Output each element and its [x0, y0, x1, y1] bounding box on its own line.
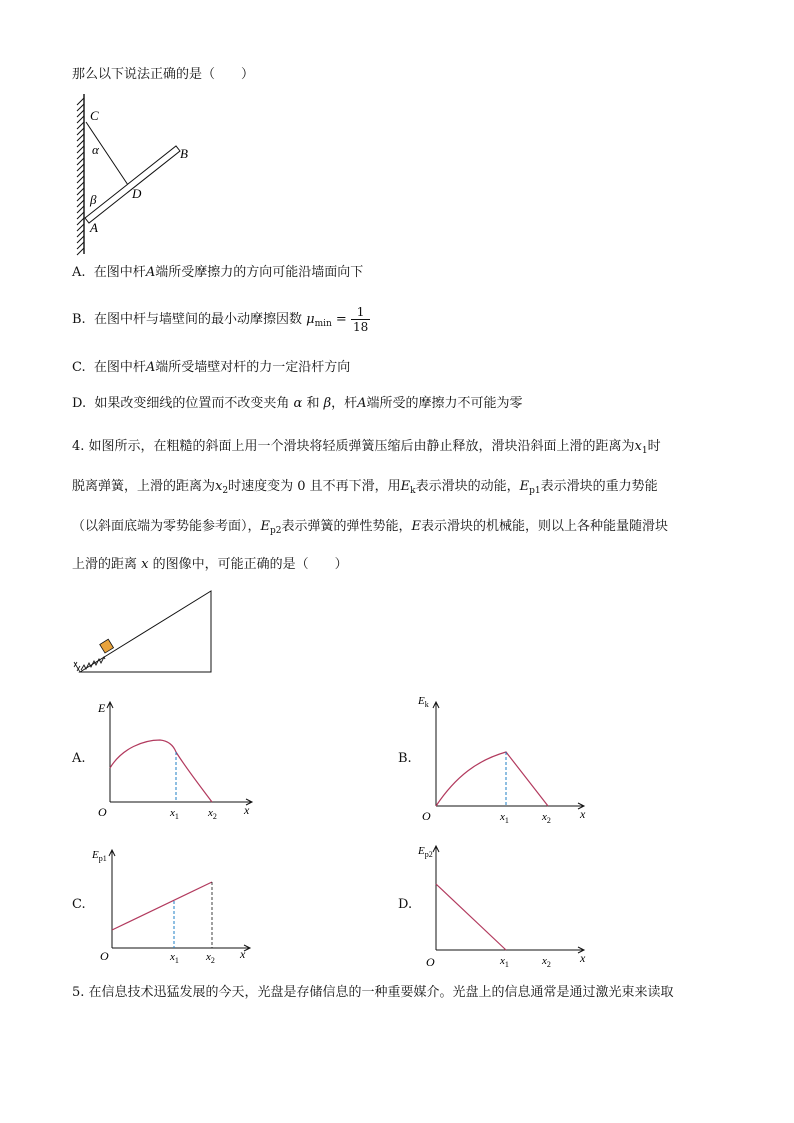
curve-mechanical-energy [110, 740, 212, 802]
tick-x2: $x_2$ [542, 811, 551, 824]
graph-b-letter: B. [398, 751, 412, 766]
graph-c [90, 844, 260, 966]
graph-d [416, 840, 592, 970]
option-text: 在图中杆 [93, 360, 146, 375]
graph-c-letter: C. [72, 897, 86, 912]
origin-label: O [100, 949, 109, 963]
tick-x2: $x_2$ [542, 955, 551, 969]
option-letter: D. [72, 396, 87, 411]
label-b: B [180, 146, 188, 161]
var-a: A [145, 360, 156, 375]
tick-x1: $x_1$ [500, 955, 509, 969]
option-letter: C. [72, 360, 86, 375]
q4-line-3: （以斜面底端为零势能参考面），$E_{p2}$表示弹簧的弹性势能，E表示滑块的机械能，则以上各种能量随滑块 [72, 519, 669, 536]
option-text: 端所受摩擦力的方向可能沿墙面向下 [155, 265, 364, 280]
x-axis-label: x [580, 951, 586, 965]
label-a: A [90, 220, 98, 235]
origin-label: O [422, 809, 431, 823]
q4-line-2: 脱离弹簧，上滑的距离为$x_2$时速度变为 0 且不再下滑，用$E_k$表示滑块的动能，$E_{p1}$表示滑块的重力势能 [72, 479, 658, 496]
y-axis-label: $E_k$ [418, 695, 429, 709]
line-elastic-pe [436, 884, 506, 950]
y-axis-label: E [98, 701, 106, 715]
label-beta: β [90, 192, 97, 207]
wall-hatching [77, 94, 84, 255]
alpha-symbol: α [293, 396, 303, 411]
q5-line-1: 5. 在信息技术迅猛发展的今天，光盘是存储信息的一种重要媒介。光盘上的信息通常是通过激光束来读取 [72, 985, 674, 1000]
label-d: D [132, 186, 142, 201]
graph-b [416, 690, 592, 824]
graph-a [92, 696, 262, 820]
q3-option-b [72, 302, 370, 342]
y-axis-label: $E_{p1}$ [92, 849, 107, 863]
fraction-denominator: 18 [352, 320, 369, 334]
fraction [351, 305, 370, 334]
q3-stem: 那么以下说法正确的是（ ） [72, 67, 255, 82]
q3-option-a [72, 264, 363, 282]
fraction-numerator: 1 [351, 305, 370, 320]
label-c: C [90, 108, 99, 123]
rod-ab [85, 146, 180, 223]
tick-x2: $x_2$ [206, 951, 215, 965]
mu-symbol: μ [306, 312, 315, 327]
tick-x1: $x_1$ [170, 951, 179, 965]
option-text: 如果改变细线的位置而不改变夹角 [94, 396, 290, 411]
origin-label: O [426, 955, 435, 969]
origin-label: O [98, 805, 107, 819]
q3-option-c [72, 359, 350, 377]
option-text: 端所受的摩擦力不可能为零 [366, 396, 523, 411]
graph-d-letter: D. [398, 897, 413, 912]
beta-symbol: β [323, 396, 332, 411]
incline-spring-figure [70, 588, 220, 680]
option-text: 在图中杆与墙壁间的最小动摩擦因数 [93, 312, 302, 327]
option-text: 端所受墙壁对杆的力一定沿杆方向 [155, 360, 351, 375]
graph-a-letter: A. [72, 751, 86, 766]
option-letter: A. [72, 265, 86, 280]
tick-x1: $x_1$ [500, 811, 509, 824]
mu-subscript: min [314, 319, 332, 329]
x-axis-label: x [244, 803, 250, 817]
equals-sign: = [335, 312, 347, 327]
x-axis-label: x [580, 807, 586, 821]
curve-kinetic-energy [436, 752, 548, 806]
option-letter: B. [72, 312, 86, 327]
option-text: ，杆 [331, 396, 358, 411]
slider-block [100, 639, 114, 653]
var-a: A [145, 265, 156, 280]
option-text: 在图中杆 [93, 265, 146, 280]
label-alpha: α [92, 142, 99, 157]
rod-wall-figure [70, 92, 210, 257]
option-text: 和 [306, 396, 320, 411]
tick-x2: $x_2$ [208, 807, 217, 820]
q4-line-1: 4. 如图所示，在粗糙的斜面上用一个滑块将轻质弹簧压缩后由静止释放，滑块沿斜面上滑的距离为$x_1$时 [72, 439, 661, 456]
var-a: A [357, 396, 367, 411]
q4-line-4: 上滑的距离 x 的图像中，可能正确的是（ ） [72, 557, 348, 572]
base-hatching [74, 662, 80, 672]
y-axis-label: $E_{p2}$ [418, 845, 433, 859]
tick-x1: $x_1$ [170, 807, 179, 820]
x-axis-label: x [240, 947, 246, 961]
q3-option-d [72, 395, 523, 413]
line-gravitational-pe [112, 882, 212, 930]
